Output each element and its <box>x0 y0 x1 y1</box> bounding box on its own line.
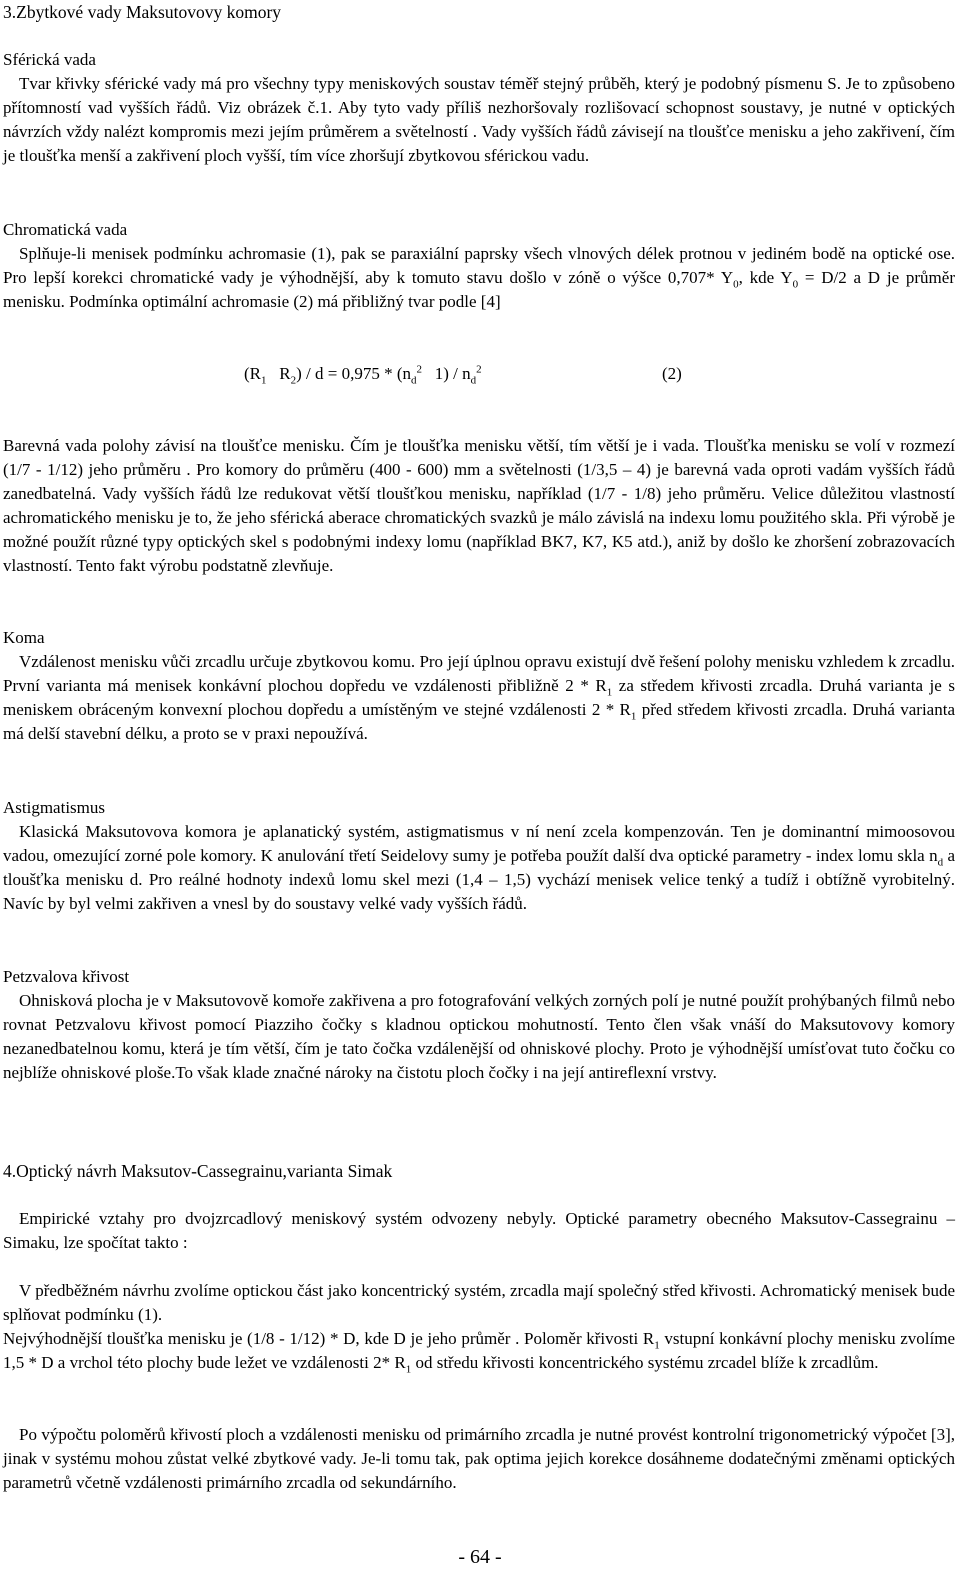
coma-text-b: za středem křivosti zrcadla. Druhá varianta je s meniskem obráceným konvexní plochou dopředu a umístěným ve stejné vzdálenosti 2 * R <box>3 676 955 719</box>
coma-text-c: před středem křivosti zrcadla. Druhá varianta má delší stavební délku, a proto se v praxi nepoužívá. <box>3 700 955 743</box>
design-text-3: Po výpočtu poloměrů křivostí ploch a vzdálenosti menisku od primárního zrcadla je nutné provést kontrolní trigonometrický výpočet [3], jinak v systému mohou zůstat velké zbytkové vady. Je-li tomu tak, pak optima jejich korekce dosáhneme dodatečnými změnami optických parametrů včetně vzdálenosti primárního zrcadla od sekundárního. <box>3 1425 955 1492</box>
subscript: 1 <box>630 710 637 723</box>
subscript: 1 <box>606 686 613 699</box>
spherical-heading: Sférická vada <box>3 50 96 69</box>
astigmatism-heading: Astigmatismus <box>3 798 106 817</box>
design-paragraph-1 <box>3 1279 955 1327</box>
page-number: - 64 - <box>458 1546 502 1568</box>
spherical-paragraph <box>3 72 955 168</box>
subscript: 0 <box>733 278 739 291</box>
section-4-title: 4.Optický návrh Maksutov-Cassegrainu,varianta Simak <box>3 1161 393 1181</box>
formula-part: 1) / n <box>430 364 471 383</box>
subscript: d <box>937 856 944 869</box>
section-3-title: 3.Zbytkové vady Maksutovovy komory <box>3 2 282 22</box>
color-position-paragraph: Barevná vada polohy závisí na tloušťce menisku. Čím je tloušťka menisku větší, tím větší je i vada. Tloušťka menisku se volí v rozmezí (1/7 - 1/12) jeho průměru . Pro komory do průměru (400 - 600) mm a světelnosti (1/3,5 – 4) je barevná vada oproti vadám vyšších řádů zanedbatelná. Vady vyšších řádů lze redukovat větší tloušťkou menisku, například (1/7 - 1/8) jeho průměru. Velice důležitou vlastností achromatického menisku je to, že jeho sférická aberace chromatických svazků je málo závislá na indexu lomu použitého skla. Při výrobě je možné použít různé typy optických skel s podobnými indexy lomu (například BK7, K7, K5 atd.), aniž by došlo ke zhoršení zobrazovacích vlastností. Tento fakt výrobu podstatně zlevňuje. <box>3 436 955 575</box>
astigmatism-text-b: a tloušťka menisku d. Pro reálné hodnoty indexů lomu skel mezi (1,4 – 1,5) vychází menisek velice tenký a tudíž i obtížně vyrobitelný. Navíc by byl velmi zakřiven a vnesl by do soustavy velké vady vyšších řádů. <box>3 846 955 913</box>
spherical-text: Tvar křivky sférické vady má pro všechny typy meniskových soustav téměř stejný průběh, který je podobný písmenu S. Je to způsobeno přítomností vad vyšších řádů. Viz obrázek č.1. Aby tyto vady příliš nezhoršovaly rozlišovací schopnost soustavy, je nutné v optických návrzích vždy nalézt kompromis mezi jejím průměrem a světelností . Vady vyšších řádů závisejí na tloušťce menisku a jeho zakřivení, čím je tloušťka menší a zakřivení ploch vyšší, tím více zhoršují zbytkovou sférickou vadu. <box>3 74 955 165</box>
intro-text: Empirické vztahy pro dvojzrcadlový meniskový systém odvozeny nebyly. Optické parametry obecného Maksutov-Cassegrainu – Simaku, lze spočítat takto : <box>3 1209 955 1252</box>
design-paragraph-3 <box>3 1423 955 1495</box>
petzval-paragraph <box>3 989 955 1085</box>
superscript: 2 <box>476 363 482 376</box>
chromatic-text-b: , kde Y <box>738 268 793 287</box>
chromatic-paragraph <box>3 242 955 314</box>
chromatic-heading: Chromatická vada <box>3 220 128 239</box>
formula-part: ) / d = 0,975 * (n <box>296 364 411 383</box>
formula-part: R <box>275 364 291 383</box>
coma-heading: Koma <box>3 628 45 647</box>
chromatic-text-c: = D/2 a D je průměr menisku. Podmínka optimální achromasie (2) má přibližný tvar podle [4] <box>3 268 955 311</box>
subscript: 0 <box>792 278 799 291</box>
design-text-1: V předběžném návrhu zvolíme optickou část jako koncentrický systém, zrcadla mají společný střed křivosti. Achromatický menisek bude splňovat podmínku (1). <box>3 1281 955 1324</box>
superscript: 2 <box>416 363 422 376</box>
design-paragraph-2 <box>3 1327 955 1375</box>
chromatic-text-a: Splňuje-li menisek podmínku achromasie (1), pak se paraxiální paprsky všech vlnových délek protnou v jediném bodě na optické ose. Pro lepší korekci chromatické vady je výhodnější, aby k tomuto stavu došlo v zóně o výšce 0,707* Y <box>3 244 955 287</box>
astigmatism-paragraph <box>3 820 955 916</box>
formula-number: (2) <box>662 364 682 383</box>
design-text-2c: od středu křivosti koncentrického systému zrcadel blíže k zrcadlům. <box>411 1353 879 1372</box>
coma-paragraph <box>3 650 955 746</box>
coma-text-a: Vzdálenost menisku vůči zrcadlu určuje zbytkovou komu. Pro její úplnou opravu existují dvě řešení polohy menisku vzhledem k zrcadlu. První varianta má menisek konkávní plochou dopředu ve vzdálenosti přibližně 2 * R <box>3 652 955 695</box>
subscript: d <box>410 374 417 387</box>
astigmatism-text-a: Klasická Maksutovova komora je aplanatický systém, astigmatismus v ní není zcela kompenzován. Ten je dominantní mimoosovou vadou, omezující zorné pole komory. K anulování třetí Seidelovy sumy je potřeba použít další dva optické parametry - index lomu skla n <box>3 822 955 865</box>
achromasie-formula <box>244 362 482 386</box>
subscript: 2 <box>290 374 297 387</box>
petzval-text: Ohnisková plocha je v Maksutovově komoře zakřivena a pro fotografování velkých zorných polí je nutné použít prohýbaných filmů nebo rovnat Petzvalovu křivost pomocí Piazziho čočky s kladnou optickou mohutností. Tento člen však vnáší do Maksutovovy komory nezanedbatelnou komu, která je tím větší, čím je tato čočka vzdálenější od ohniskové plochy. Proto je výhodnější umísťovat tuto čočku co nejblíže ohniskové ploše.To však klade značné nároky na čistotu ploch čočky i na její antireflexní vrstvy. <box>3 991 955 1082</box>
formula-part: (R <box>244 364 261 383</box>
subscript: 1 <box>654 1339 660 1352</box>
subscript: 1 <box>405 1363 412 1376</box>
petzval-heading: Petzvalova křivost <box>3 967 130 986</box>
subscript: d <box>470 374 477 387</box>
subscript: 1 <box>261 374 267 387</box>
design-text-2a: Nejvýhodnější tloušťka menisku je (1/8 - 1/12) * D, kde D je jeho průměr . Poloměr křivosti R <box>3 1329 655 1348</box>
intro-paragraph <box>3 1207 955 1255</box>
design-text-2b: vstupní konkávní plochy menisku zvolíme 1,5 * D a vrchol této plochy bude ležet ve vzdálenosti 2* R <box>3 1329 955 1372</box>
